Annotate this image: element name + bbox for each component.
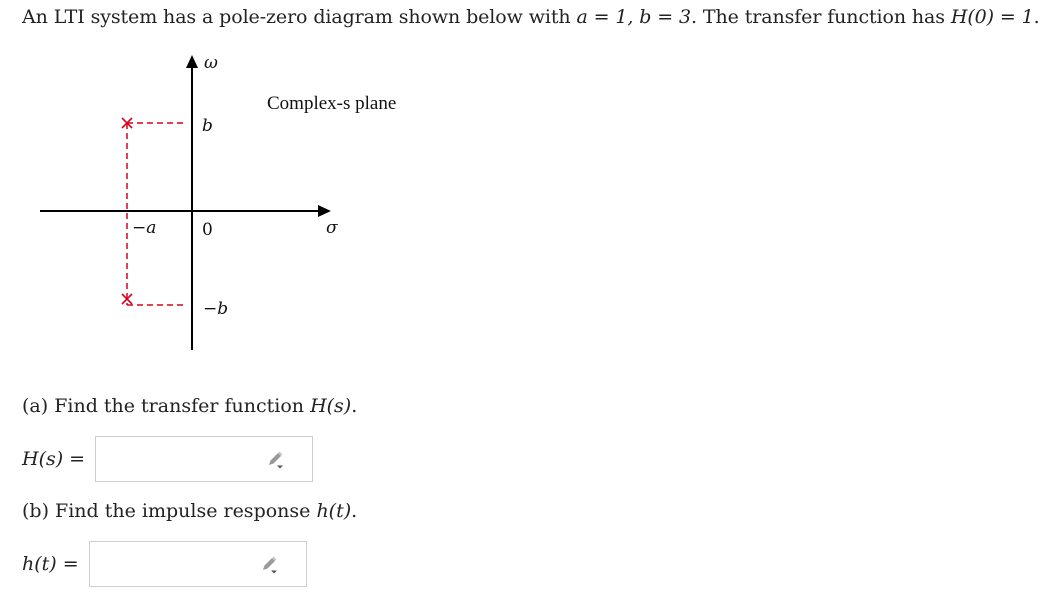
answer-row-b: [22, 541, 307, 587]
intro-condition-h0: H(0) = 1: [950, 6, 1034, 28]
answer-a-input[interactable]: [95, 436, 313, 482]
answer-b-input[interactable]: [89, 541, 307, 587]
answer-row-a: [22, 436, 313, 482]
real-axis-arrow-icon: [318, 205, 331, 217]
intro-text-1: An LTI system has a pole-zero diagram shown below with: [22, 6, 577, 28]
plane-label: Complex-s plane: [267, 93, 397, 114]
question-a: [22, 395, 357, 417]
question-a-math: H(s): [310, 395, 352, 417]
intro-condition-ab: a = 1, b = 3: [576, 6, 692, 28]
omega-label: ω: [204, 53, 218, 73]
question-a-end: .: [351, 395, 358, 417]
answer-a-lhs: H(s) =: [22, 448, 86, 470]
question-b-math: h(t): [316, 500, 352, 522]
question-b-end: .: [351, 500, 358, 522]
pencil-edit-icon[interactable]: [260, 556, 280, 574]
question-a-text: (a) Find the transfer function: [22, 395, 311, 417]
intro-text-3: .: [1033, 6, 1040, 28]
sigma-label: σ: [326, 218, 338, 238]
tick-label-b: b: [202, 116, 213, 136]
intro-text-2: . The transfer function has: [691, 6, 951, 28]
question-b-text: (b) Find the impulse response: [22, 500, 317, 522]
question-b: [22, 500, 357, 522]
problem-statement: [22, 6, 1040, 28]
imaginary-axis-arrow-icon: [186, 55, 198, 68]
answer-b-lhs: h(t) =: [22, 553, 79, 575]
tick-label-neg-a: −a: [132, 218, 157, 238]
pole-zero-diagram: [0, 50, 480, 360]
tick-label-neg-b: −b: [203, 299, 229, 319]
tick-label-zero: 0: [202, 220, 213, 240]
pencil-edit-icon[interactable]: [266, 451, 286, 469]
